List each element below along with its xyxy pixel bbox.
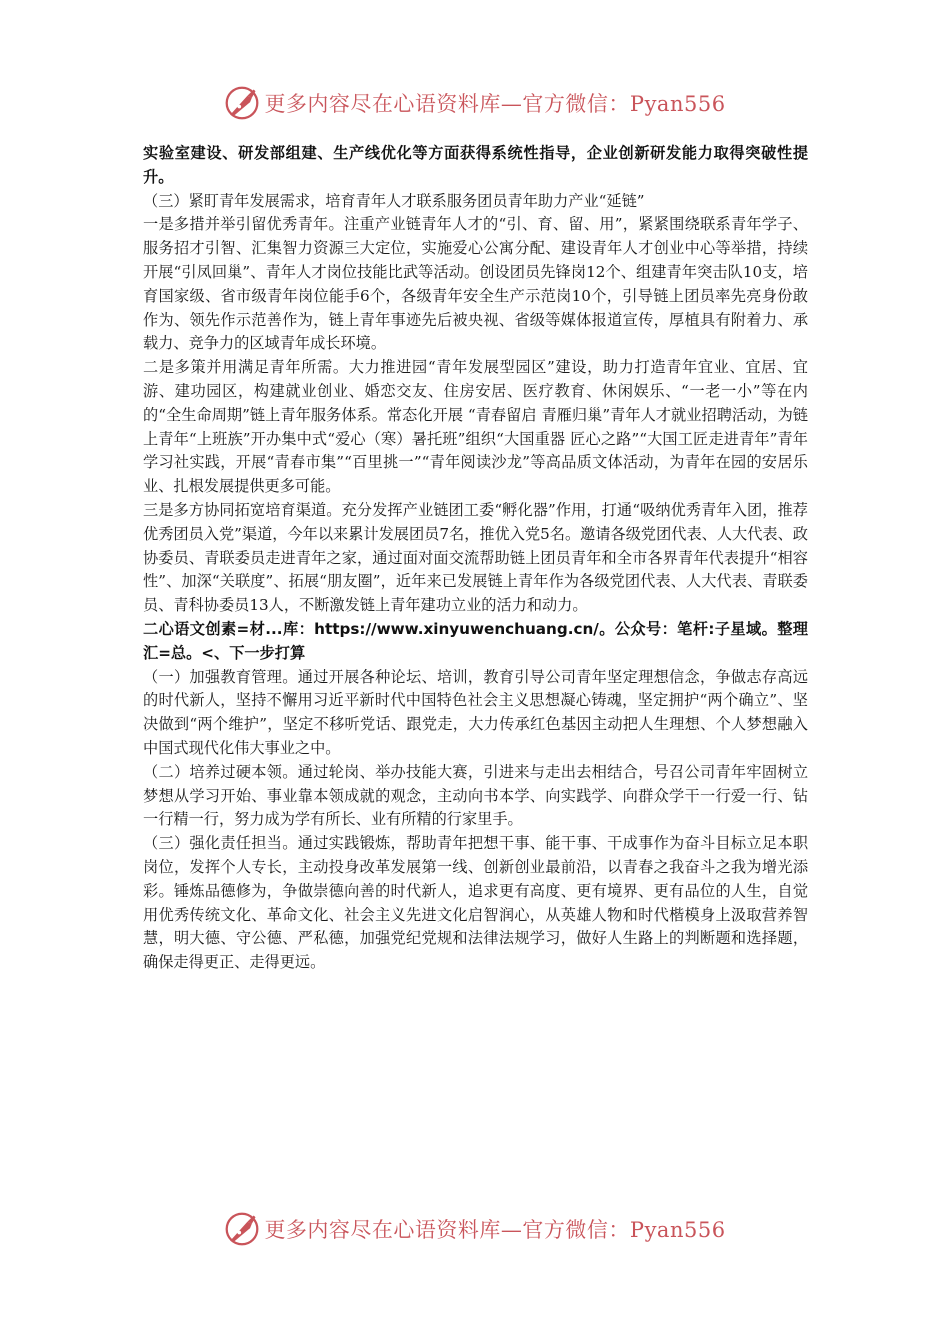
header-banner bbox=[0, 80, 950, 126]
document-body bbox=[143, 142, 808, 975]
pen-nib-logo-icon bbox=[224, 1211, 260, 1247]
section-heading: （三）紧盯青年发展需求，培育青年人才联系服务团员青年助力产业“延链” bbox=[143, 191, 645, 210]
paragraph-4: 二是多策并用满足青年所需。大力推进园“青年发展型园区”建设，助力打造青年宜业、宜居、宜游、建功园区，构建就业创业、婚恋交友、住房安居、医疗教育、休闲娱乐、“一老一小”等在内的“全生命周期”链上青年服务体系。常态化开展 “青春留启 青雁归巢”青年人才就业招聘活动，为链上青年“上班族”开办集中式“爱心（寒）暑托班”组织“大国重器 匠心之路”“大国工匠走进青年”青年学习社实践，开展“青春市集”“百里挑一”“青年阅读沙龙”等高品质文体活动，为青年在园的安居乐业、扎根发展提供更多可能。 bbox=[143, 358, 808, 496]
paragraph-5: 三是多方协同拓宽培育渠道。充分发挥产业链团工委“孵化器”作用，打通“吸纳优秀青年入团，推荐优秀团员入党”渠道，今年以来累计发展团员7名，推优入党5名。邀请各级党团代表、人大代表、政协委员、青联委员走进青年之家，通过面对面交流帮助链上团员青年和全市各界青年代表提升“相容性”、加深“关联度”、拓展“朋友圈”，近年来已发展链上青年作为各级党团代表、人大代表、青联委员、青科协委员13人，不断激发链上青年建功立业的活力和动力。 bbox=[143, 500, 808, 615]
watermark-heading: 二心语文创素=材...库：https://www.xinyuwenchuang.cn/。公众号：笔杆:子星域。整理汇=总。<、下一步打算 bbox=[143, 619, 808, 662]
paragraph-3: 一是多措并举引留优秀青年。注重产业链青年人才的“引、育、留、用”，紧紧围绕联系青年学子、服务招才引智、汇集智力资源三大定位，实施爱心公寓分配、建设青年人才创业中心等举措，持续开展“引凤回巢”、青年人才岗位技能比武等活动。创设团员先锋岗12个、组建青年突击队10支，培育国家级、省市级青年岗位能手6个，各级青年安全生产示范岗10个，引导链上团员率先亮身份敢作为、领先作示范善作为，链上青年事迹先后被央视、省级等媒体报道宣传，厚植具有附着力、承载力、竞争力的区域青年成长环境。 bbox=[143, 215, 808, 353]
paragraph-1: 实验室建设、研发部组建、生产线优化等方面获得系统性指导，企业创新研发能力取得突破性提升。 bbox=[143, 144, 808, 186]
paragraph-9: （三）强化责任担当。通过实践锻炼，帮助青年把想干事、能干事、干成事作为奋斗目标立足本职岗位，发挥个人专长，主动投身改革发展第一线、创新创业最前沿，以青春之我奋斗之我为增光添彩。锤炼品德修为，争做崇德向善的时代新人，追求更有高度、更有境界、更有品位的人生，自觉用优秀传统文化、革命文化、社会主义先进文化启智润心，从英雄人物和时代楷模身上汲取营养智慧，明大德、守公德、严私德，加强党纪党规和法律法规学习，做好人生路上的判断题和选择题，确保走得更正、走得更远。 bbox=[143, 834, 808, 972]
paragraph-7: （一）加强教育管理。通过开展各种论坛、培训，教育引导公司青年坚定理想信念，争做志存高远的时代新人，坚持不懈用习近平新时代中国特色社会主义思想凝心铸魂，坚定拥护“两个确立”、坚决做到“两个维护”，坚定不移听党话、跟党走，大力传承红色基因主动把人生理想、个人梦想融入中国式现代化伟大事业之中。 bbox=[143, 667, 808, 757]
banner-text: 更多内容尽在心语资料库—官方微信：Pyan556 bbox=[264, 92, 726, 116]
pen-nib-logo-icon bbox=[224, 85, 260, 121]
paragraph-8: （二）培养过硬本领。通过轮岗、举办技能大赛，引进来与走出去相结合，号召公司青年牢固树立梦想从学习开始、事业靠本领成就的观念，主动向书本学、向实践学、向群众学干一行爱一行、钻一行精一行，努力成为学有所长、业有所精的行家里手。 bbox=[143, 762, 808, 829]
banner-text: 更多内容尽在心语资料库—官方微信：Pyan556 bbox=[264, 1218, 726, 1242]
footer-banner bbox=[0, 1206, 950, 1252]
